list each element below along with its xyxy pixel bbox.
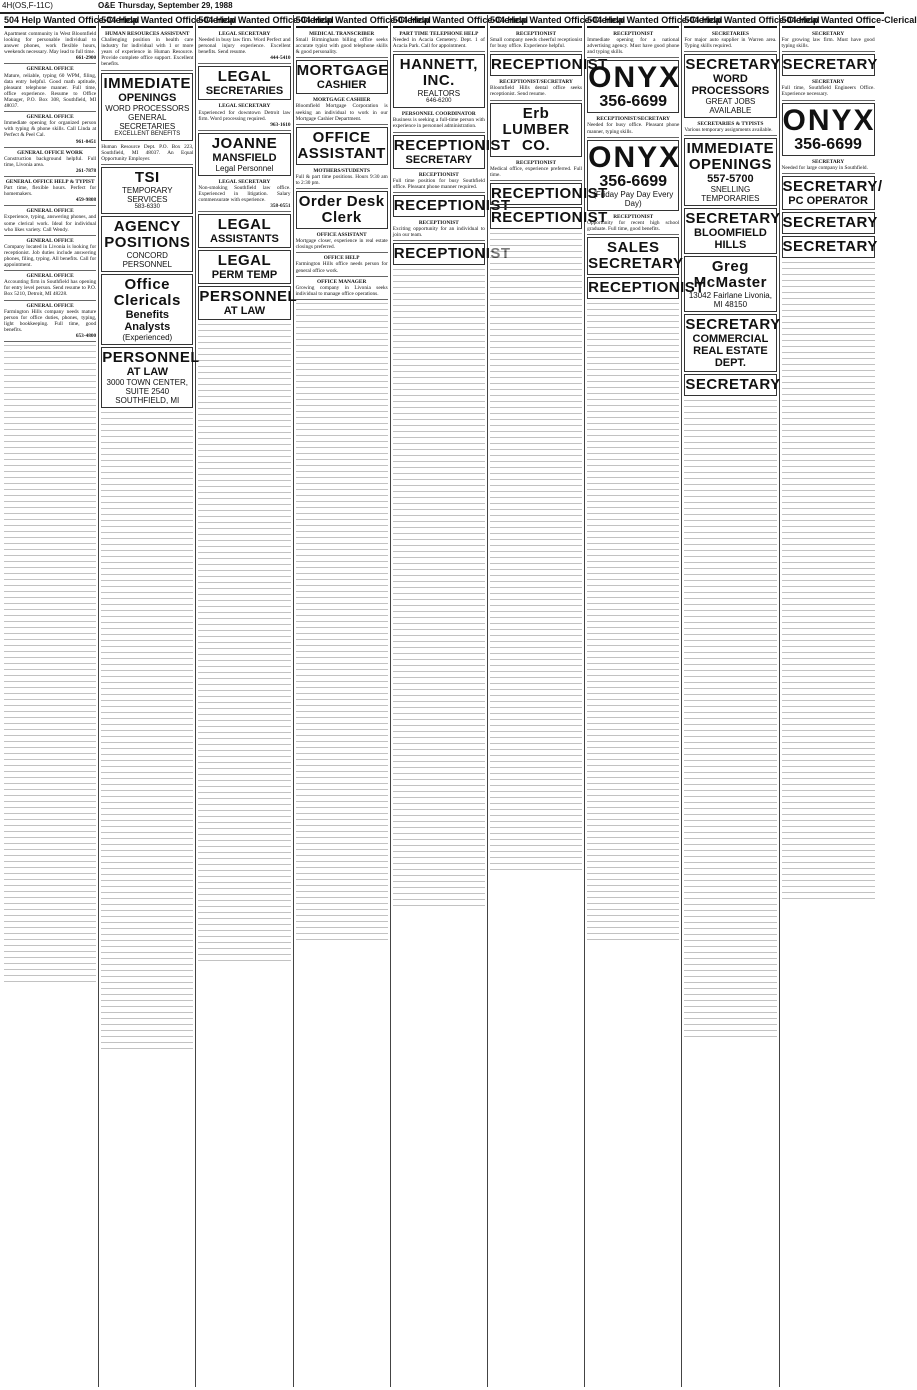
display-ad-t1: PERSONNEL: [102, 348, 201, 366]
classified-ad: [393, 30, 485, 52]
display-ad-t1: TSI: [134, 168, 160, 186]
classified-ad: [296, 167, 388, 189]
classified-ad: [4, 30, 96, 64]
ad-headline: LEGAL SECRETARY: [218, 31, 271, 37]
display-ad-t3: 356-6699: [794, 135, 862, 153]
display-ad-t1: RECEPTIONIST: [393, 136, 511, 154]
display-ad-t1: SECRETARY: [685, 316, 781, 334]
ad-headline: SECRETARIES & TYPISTS: [697, 121, 764, 128]
column-heading: 504 Help Wanted Office-Clerical: [393, 15, 485, 28]
column-heading: 504 Help Wanted Office-Clerical: [296, 15, 388, 28]
display-ad-t1: LEGAL: [217, 68, 272, 86]
display-ad-t1: LEGAL: [217, 252, 272, 270]
display-ad: [198, 214, 290, 248]
fine-print-text: [198, 322, 290, 962]
display-ad-t3: WORD PROCESSORS: [691, 73, 770, 98]
ad-body: Exciting opportunity for an individual to join our team.: [392, 225, 485, 239]
classified-ad: [490, 159, 582, 181]
display-ad: [782, 176, 883, 210]
display-ad: [684, 138, 776, 206]
fine-print-text: [393, 267, 485, 907]
ad-headline: GENERAL OFFICE: [26, 237, 74, 244]
classified-ad: [4, 207, 96, 235]
column-heading: 504 Help Wanted Office-Clerical: [4, 15, 96, 28]
display-ad-t4: 583-6330: [134, 203, 160, 210]
classified-column: [2, 15, 140, 1387]
ad-headline: RECEPTIONIST: [418, 219, 459, 226]
ad-headline: LEGAL SECRETARY: [218, 103, 271, 110]
display-ad-t3: 356-6699: [599, 172, 668, 190]
display-ad-t3: COMMERCIAL REAL ESTATE DEPT.: [692, 333, 769, 370]
classified-ad: [782, 158, 875, 174]
publication-date: Thursday, September 29, 1988: [118, 1, 233, 10]
classified-ad: [393, 219, 485, 241]
ad-headline: RECEPTIONIST: [418, 171, 459, 178]
ad-headline: GENERAL OFFICE WORK: [17, 149, 83, 156]
ad-body: Needed for busy office. Pleasant phone manner, typing skills.: [587, 122, 680, 135]
classified-ad: [4, 149, 96, 177]
display-ad-t1: RECEPTIONIST: [393, 245, 511, 263]
display-ad: [198, 286, 298, 320]
display-ad: [393, 135, 511, 169]
ad-phone: 961-8451: [75, 138, 97, 145]
classified-ad: [296, 30, 388, 58]
display-ad: [684, 256, 776, 312]
display-ad-t1: SECRETARY: [685, 376, 781, 394]
display-ad-t3: CASHIER: [316, 79, 367, 92]
display-ad-t3: SECRETARIES: [205, 85, 284, 98]
fine-print-text: [490, 231, 582, 871]
display-ad-t1: ONYX: [588, 140, 682, 174]
display-ad: [684, 208, 781, 254]
display-ad-t1: Greg McMaster: [693, 258, 767, 292]
display-ad-t1: IMMEDIATE OPENINGS: [686, 140, 775, 174]
display-ad-t1: SECRETARY: [782, 56, 878, 74]
classified-ad: [587, 115, 679, 137]
display-ad-t1: RECEPTIONIST: [490, 56, 608, 74]
display-ad-t1: MORTGAGE: [296, 62, 389, 80]
ad-phone: 653-4800: [75, 333, 97, 340]
display-ad: [782, 54, 878, 76]
ad-headline: LEGAL SECRETARY: [218, 178, 271, 185]
display-ad-t1: OFFICE ASSISTANT: [297, 128, 386, 162]
display-ad-t4: EXCELLENT BENEFITS: [114, 130, 181, 137]
ad-headline: RECEPTIONIST: [613, 213, 654, 220]
column-heading: 504 Help Wanted Office-Clerical: [684, 15, 776, 28]
display-ad: [587, 140, 682, 211]
display-ad-t3: SECRETARY: [405, 153, 473, 166]
display-ad-t1: PERSONNEL: [199, 288, 298, 306]
classified-ad: [393, 171, 485, 193]
display-ad-t2: Legal Personnel: [215, 163, 274, 173]
ad-body: Needed in Acacia Cemetery. Dept. 1 of Acacia Park. Call for appointment.: [392, 37, 485, 50]
display-ad: [296, 60, 388, 94]
classified-ad: [296, 231, 388, 253]
classified-ad: [490, 78, 582, 100]
ad-body: Challenging position in health care industry for individual with 1 or more years of experience in Human Resource. Provide complete office support. Excellent benefits.: [101, 37, 194, 68]
ad-headline: GENERAL OFFICE: [26, 66, 74, 73]
display-ad-t1: RECEPTIONIST: [490, 184, 608, 202]
display-ad: [490, 183, 608, 205]
display-ad-t1: Erb LUMBER CO.: [502, 104, 570, 154]
display-ad: [490, 103, 582, 157]
ad-headline: SECRETARY: [812, 31, 845, 37]
display-ad-t3: AT LAW: [223, 305, 266, 318]
ad-body: Part time, flexible hours. Perfect for homemakers.: [4, 185, 97, 198]
classified-column: [488, 15, 626, 1387]
display-ad-t3: MANSFIELD: [212, 151, 277, 164]
classified-ad: [101, 30, 193, 71]
ad-headline: OFFICE MANAGER: [317, 278, 367, 285]
ad-body: Small company needs cheerful receptionist for busy office. Experience helpful.: [489, 37, 583, 50]
display-ad: [198, 133, 290, 176]
display-ad: [198, 66, 290, 100]
ad-headline: PART TIME TELEPHONE HELP: [399, 31, 479, 37]
ad-headline: GENERAL OFFICE HELP & TYPIST: [5, 178, 95, 185]
ad-headline: PERSONNEL COORDINATOR: [401, 111, 476, 118]
display-ad: [684, 314, 781, 372]
ad-headline: GENERAL OFFICE: [26, 208, 74, 215]
ad-body: Mature, reliable, typing 60 WPM, filing, data entry helpful. Good math aptitude, pleasant telephone manner. Full time, office experience. Resume to Office Manager, P.O. Box 308, Southfield, MI 48037.: [4, 72, 97, 110]
ad-body: Apartment community in West Bloomfield looking for personable individual to answer phones, work flexible hours, weekends necessary. May lead to full time.: [4, 31, 97, 56]
classified-column: [196, 15, 334, 1387]
display-ad: [684, 374, 781, 396]
display-ad-t2: WORD PROCESSORS GENERAL SECRETARIES: [105, 103, 190, 131]
ad-body: Company located in Livonia is looking for receptionist. Job duties include answering phones, filing, typing. All benefits. Call for appointment.: [4, 243, 97, 269]
display-ad: [490, 54, 608, 76]
fine-print-text: [4, 343, 96, 983]
display-ad: [101, 274, 193, 345]
ad-body: Construction background helpful. Full time, Livonia area.: [4, 155, 97, 168]
column-heading: 504 Help Wanted Office-Clerical: [782, 15, 875, 28]
display-ad-t3: PERM TEMP: [211, 269, 278, 282]
classified-column: [682, 15, 820, 1387]
ad-body: Full & part time positions. Hours 9:30 am to 2:30 pm.: [295, 173, 388, 186]
classified-ad: [684, 30, 776, 52]
display-ad-t3: 557-5700: [707, 173, 754, 186]
ad-headline: SECRETARIES: [711, 31, 749, 37]
ad-headline: HUMAN RESOURCES ASSISTANT: [105, 31, 190, 37]
classified-ad: [490, 30, 582, 52]
ad-body: Growing company in Livonia seeks individual to manage office operations.: [295, 284, 388, 297]
fine-print-text: [101, 410, 193, 1050]
ad-body: Experienced for downtown Detroit law firm. Word processing required.: [198, 109, 291, 122]
classified-ad: [198, 30, 290, 64]
ad-headline: MORTGAGE CASHIER: [312, 97, 371, 104]
ad-headline: MEDICAL TRANSCRIBER: [309, 31, 375, 37]
classified-column: [585, 15, 723, 1387]
ad-body: Needed for large company in Southfield.: [781, 164, 868, 171]
ad-headline: RECEPTIONIST/SECRETARY: [499, 79, 573, 86]
classified-ad: [587, 213, 679, 235]
classified-ad: [198, 102, 290, 130]
display-ad-t3: OPENINGS: [118, 91, 177, 104]
classified-ad: [4, 113, 96, 147]
display-ad-t1: ONYX: [782, 103, 876, 137]
display-ad-t1: Office Clericals: [113, 275, 181, 309]
display-ad: [393, 54, 485, 108]
classified-ad: [4, 178, 96, 206]
display-ad-t3: BLOOMFIELD HILLS: [694, 227, 767, 252]
ad-body: Medical office, experience preferred. Full time.: [489, 165, 583, 178]
display-ad-t1: LEGAL: [217, 216, 272, 234]
display-ad-t3: 356-6699: [599, 93, 668, 111]
ad-phone: 459-9808: [75, 197, 97, 204]
display-ad: [587, 237, 684, 275]
display-ad-t1: Order Desk Clerk: [298, 193, 385, 227]
ad-headline: RECEPTIONIST: [516, 31, 557, 37]
classified-ad: [4, 65, 96, 112]
ad-body: Non-smoking Southfield law office. Experienced in litigation. Salary commensurate with experience.: [198, 184, 291, 204]
ad-body: Human Resource Dept. P.O. Box 223, Southfield, MI 48037. An Equal Opportunity Employer.: [101, 143, 194, 162]
ad-phone: 963-1610: [270, 121, 291, 128]
classified-column: [99, 15, 237, 1387]
classified-ad: [296, 96, 388, 124]
ad-body: For major auto supplier in Warren area. Typing skills required.: [684, 37, 777, 50]
ad-body: Opportunity for recent high school graduate. Full time, good benefits.: [587, 219, 680, 232]
display-ad-t1: ONYX: [588, 61, 682, 95]
display-ad-t3: AT LAW: [126, 365, 168, 378]
column-heading: 504 Help Wanted Office-Clerical: [587, 15, 679, 28]
ad-headline: SECRETARY: [812, 158, 845, 165]
classified-ad: [198, 178, 290, 212]
ad-headline: GENERAL OFFICE: [26, 273, 74, 280]
ad-body: Business is seeking a full-time person with experience in personnel administration.: [392, 117, 485, 130]
classified-ad: [4, 272, 96, 300]
display-ad: [587, 60, 682, 113]
classified-ad: [296, 278, 388, 300]
classified-ad: [4, 237, 96, 271]
ad-body: Full time, Southfield Engineers Office. Experience necessary.: [781, 85, 875, 98]
display-ad-t1: RECEPTIONIST: [393, 196, 511, 214]
classified-columns: [2, 15, 917, 1387]
page-header: [0, 0, 884, 14]
ad-headline: RECEPTIONIST: [613, 31, 654, 37]
display-ad: [101, 216, 193, 272]
fine-print-text: [782, 260, 875, 900]
display-ad: [684, 54, 781, 118]
display-ad-t1: AGENCY POSITIONS: [104, 217, 191, 251]
fine-print-text: [587, 301, 679, 941]
display-ad-t1: SALES SECRETARY: [588, 238, 684, 272]
display-ad: [198, 250, 290, 284]
display-ad: [296, 127, 388, 165]
column-heading: 504 Help Wanted Office-Clerical: [198, 15, 290, 28]
display-ad-t2: GREAT JOBS AVAILABLE: [705, 97, 756, 116]
display-ad: [101, 167, 193, 214]
display-ad-t2: REALTORS: [417, 89, 461, 99]
ad-body: Farmington Hills company needs mature person for office duties, phones, typing, light bookkeeping. Full time, good benefits.: [4, 308, 97, 333]
ad-body: Immediate opening for a national advertising agency. Must have good phone and typing skills.: [587, 37, 680, 56]
display-ad-t2: (Friday Pay Day Every Day): [593, 189, 674, 208]
display-ad-t1: JOANNE: [211, 134, 278, 152]
display-ad-t3: Benefits Analysts: [124, 308, 171, 333]
ad-body: Bloomfield Mortgage Corporation is seeking an individual to work in our Mortgage Cashier Department.: [295, 103, 388, 122]
column-heading: 504 Help Wanted Office-Clerical: [490, 15, 582, 28]
display-ad: [296, 191, 388, 229]
classified-ad: [393, 110, 485, 132]
display-ad: [393, 195, 511, 217]
column-heading: 504 Help Wanted Office-Clerical: [101, 15, 193, 28]
ad-body: Mortgage closer, experience in real estate closings preferred.: [295, 238, 388, 251]
ad-body: Bloomfield Hills dental office seeks receptionist. Send resume.: [489, 85, 583, 98]
classified-column: [391, 15, 528, 1387]
ad-body: Immediate opening for organized person with typing & phone skills. Call Linda at Perfect & Peel Cal.: [4, 120, 97, 139]
ad-body: Various temporary assignments available.: [684, 127, 773, 134]
display-ad-t1: HANNETT, INC.: [399, 56, 478, 90]
display-ad-t4: 646-6200: [426, 98, 452, 105]
classified-ad: [587, 30, 679, 58]
display-ad-t1: SECRETARY/: [782, 177, 883, 195]
ad-body: Needed in busy law firm. Word Perfect and personal injury experience. Excellent benefits. Send resume.: [198, 37, 291, 56]
ad-phone: 661-2900: [75, 55, 97, 62]
ad-headline: OFFICE HELP: [323, 255, 360, 262]
display-ad-t1: SECRETARY: [782, 213, 878, 231]
display-ad: [587, 277, 705, 299]
ad-body: For growing law firm. Must have good typing skills.: [781, 37, 875, 50]
classified-ad: [4, 302, 96, 343]
display-ad-t1: RECEPTIONIST: [588, 278, 705, 296]
display-ad-t2: (Experienced): [122, 332, 173, 342]
display-ad: [490, 207, 608, 229]
ad-body: Full time position for busy Southfield office. Pleasant phone manner required.: [392, 177, 485, 190]
classified-ad: [782, 30, 875, 52]
page-code: 4H(OS,F-11C): [2, 1, 53, 10]
ad-phone: 358-0551: [270, 203, 291, 210]
display-ad-t1: SECRETARY: [685, 56, 781, 74]
ad-headline: GENERAL OFFICE: [26, 302, 74, 309]
display-ad-t2: 13042 Fairlane Livonia, MI 48150: [688, 291, 772, 310]
fine-print-text: [296, 301, 388, 941]
classified-ad: [101, 143, 193, 165]
classified-ad: [684, 120, 776, 136]
display-ad-t2: CONCORD PERSONNEL: [122, 250, 172, 269]
classified-ad: [296, 254, 388, 276]
classified-column: [294, 15, 431, 1387]
display-ad-t2: TEMPORARY SERVICES: [122, 185, 173, 204]
display-ad-t1: RECEPTIONIST: [490, 208, 608, 226]
publication-name: O&E: [98, 1, 116, 10]
ad-body: Experience, typing, answering phones, and some clerical work. Ideal for individual who likes variety. Call Wendy.: [4, 214, 97, 233]
ad-phone: 444-5410: [270, 55, 291, 62]
ad-body: Farmington Hills office needs person for general office work.: [295, 261, 388, 274]
display-ad: [782, 212, 878, 234]
ad-headline: OFFICE ASSISTANT: [316, 232, 367, 239]
display-ad: [101, 73, 193, 141]
ad-headline: SECRETARY: [812, 79, 845, 86]
display-ad: [782, 236, 878, 258]
display-ad-t1: SECRETARY: [685, 210, 781, 228]
display-ad: [101, 347, 201, 408]
classified-column: [780, 15, 917, 1387]
display-ad-t2: 3000 TOWN CENTER, SUITE 2540 SOUTHFIELD, MI: [106, 377, 189, 405]
display-ad-t3: PC OPERATOR: [788, 194, 868, 207]
ad-body: Small Birmingham billing office seeks accurate typist with good telephone skills & good personality.: [295, 37, 388, 56]
display-ad-t2: SNELLING TEMPORARIES: [701, 185, 760, 204]
ad-headline: MOTHERS/STUDENTS: [313, 167, 370, 174]
display-ad: [782, 103, 875, 156]
display-ad-t1: IMMEDIATE: [103, 74, 192, 92]
ad-headline: GENERAL OFFICE: [26, 114, 74, 121]
fine-print-text: [684, 398, 776, 1038]
ad-phone: 261-7878: [75, 167, 97, 174]
ad-body: Accounting firm in Southfield has opening for entry level person. Send resume to P.O. Box 5210, Detroit, MI 48228.: [4, 279, 97, 298]
ad-headline: RECEPTIONIST: [516, 159, 557, 166]
ad-headline: RECEPTIONIST/SECRETARY: [596, 116, 671, 123]
display-ad-t1: SECRETARY: [782, 237, 878, 255]
classified-ad: [782, 78, 875, 100]
display-ad: [393, 243, 511, 265]
display-ad-t3: ASSISTANTS: [210, 233, 279, 246]
